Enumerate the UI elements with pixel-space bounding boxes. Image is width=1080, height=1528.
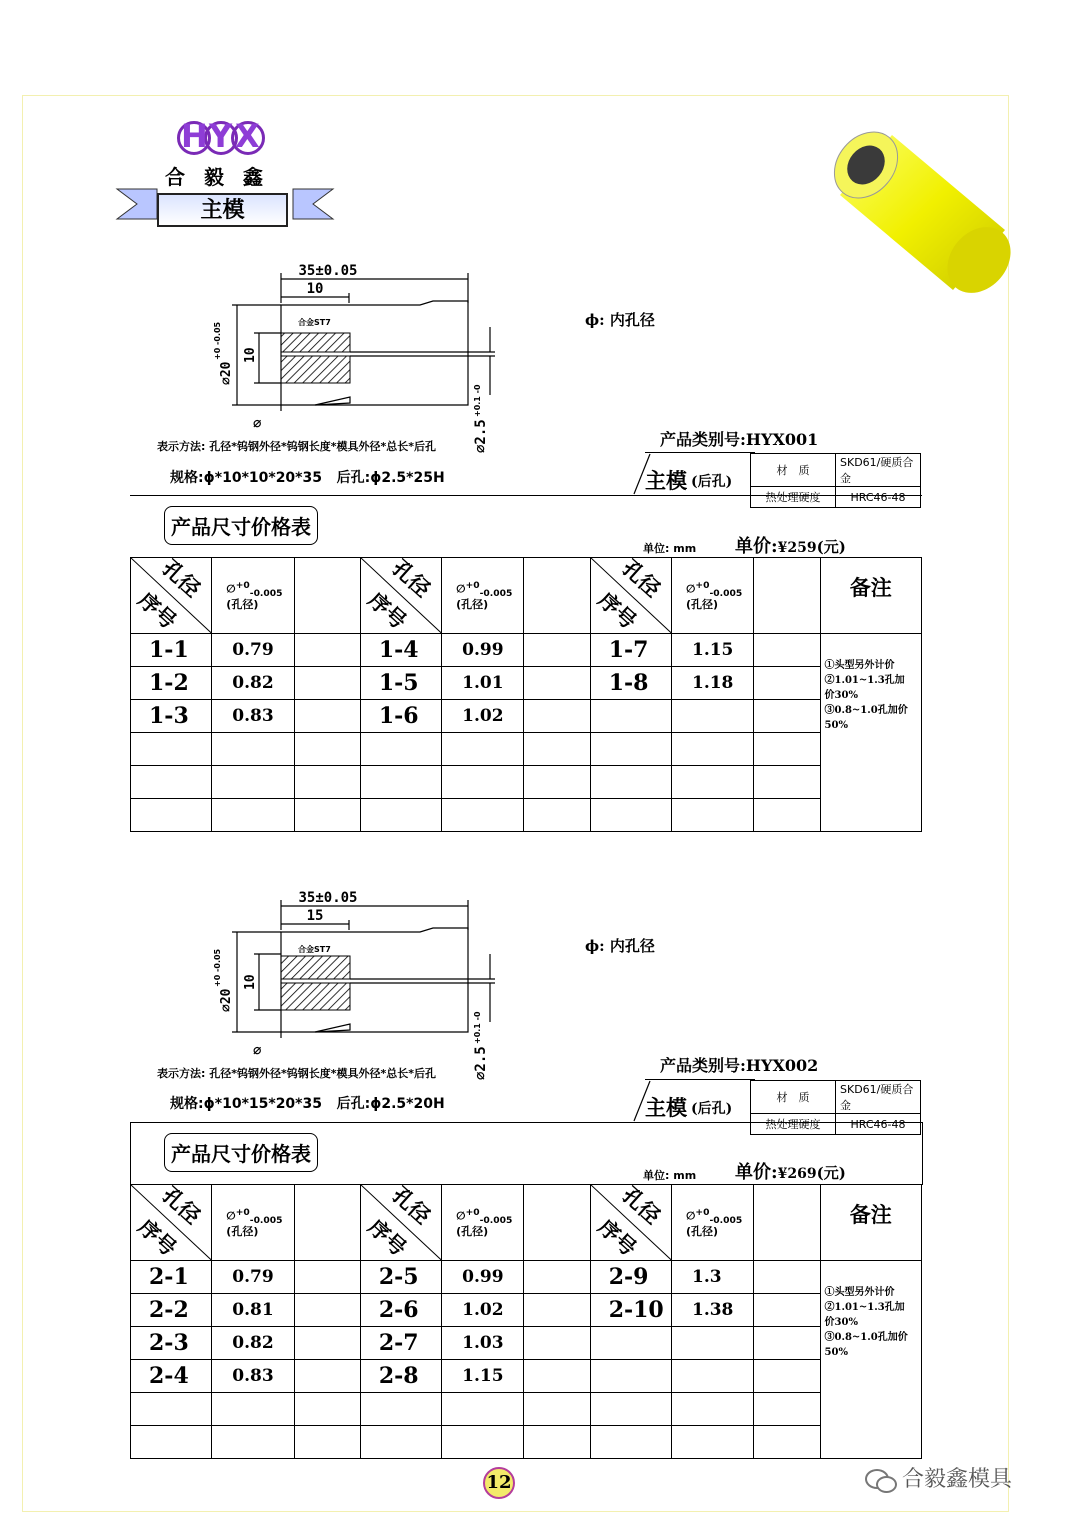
header-diagonal-cell: 孔径 序号 [131,1185,212,1261]
hole-dia-cell [442,799,524,832]
empty-header [754,1185,820,1261]
hole-dia-cell: 1.38 [671,1294,753,1327]
dim-rear: ∅2.5 [473,1046,489,1080]
seq-cell: 2-9 [590,1261,671,1294]
empty-cell [294,1261,360,1294]
seq-cell: 2-3 [131,1327,212,1360]
section-title: 主模 [200,197,245,223]
seq-cell [360,766,441,799]
table-row [131,700,922,733]
dim-outer: ∅20 [219,361,234,385]
empty-cell [754,634,820,667]
header-diagonal-cell: 孔径 序号 [360,558,441,634]
hole-dia-cell [212,1426,294,1459]
hole-dia-cell: 0.79 [212,1261,294,1294]
seq-cell: 1-8 [590,667,671,700]
dim-length: 35±0.05 [298,890,358,906]
seq-cell: 1-7 [590,634,671,667]
empty-cell [524,1393,590,1426]
empty-cell [754,1327,820,1360]
dim-outer: ∅20 [219,988,234,1012]
hole-dia-cell [671,799,753,832]
hole-dia-cell [212,733,294,766]
dim-insert-dia: 10 [243,347,258,363]
dim-rear-tol: +0.1 -0 [473,1011,482,1044]
empty-cell [294,1360,360,1393]
page-number: 12 [483,1467,515,1499]
seq-cell: 2-2 [131,1294,212,1327]
tolerance-header: ∅$^{+0}_{-0.005}$ (孔径) [671,558,753,634]
product-code: 产品类别号:HYX001 [660,430,819,449]
header-diagonal-cell: 孔径 序号 [360,1185,441,1261]
empty-header [294,1185,360,1261]
empty-header [754,558,820,634]
seq-cell: 2-8 [360,1360,441,1393]
seq-cell [590,1426,671,1459]
empty-header [524,1185,590,1261]
table-row [131,1426,922,1459]
seq-cell: 1-6 [360,700,441,733]
dim-rear-tol: +0.1 -0 [473,384,482,417]
table-row [131,667,922,700]
hole-dia-cell [671,733,753,766]
seq-cell [360,1426,441,1459]
table-title-1: 产品尺寸价格表 [164,506,318,545]
hole-dia-cell [442,1393,524,1426]
hole-dia-cell [212,799,294,832]
dim-length: 35±0.05 [298,263,358,279]
table-row [131,634,922,667]
unit-1: 单位: mm [643,542,697,555]
phi-mark: ∅ [253,416,262,432]
company-name: 合 毅 鑫 [165,165,269,189]
main-label-block: 主模 (后孔) [645,452,755,495]
empty-cell [524,667,590,700]
tolerance-header: ∅$^{+0}_{-0.005}$ (孔径) [442,1185,524,1261]
hole-dia-cell [671,766,753,799]
empty-cell [294,766,360,799]
hole-dia-cell: 0.83 [212,1360,294,1393]
hole-dia-cell: 1.02 [442,1294,524,1327]
hole-dia-cell: 0.81 [212,1294,294,1327]
empty-cell [524,634,590,667]
seq-cell: 2-1 [131,1261,212,1294]
drawing-hyx002 [150,882,530,1082]
hole-dia-cell: 1.03 [442,1327,524,1360]
remark-header: 备注 [820,558,921,634]
spec-line-2: 规格:ϕ*10*15*20*35 后孔:ϕ2.5*20H [170,1096,445,1112]
empty-header [524,558,590,634]
seq-cell [131,799,212,832]
drawing-hyx001 [150,255,530,455]
header-diagonal-cell: 孔径 序号 [590,558,671,634]
empty-cell [524,700,590,733]
seq-cell [131,1426,212,1459]
insert-label: 合金ST7 [298,318,331,327]
hole-dia-cell: 0.79 [212,634,294,667]
main-label-block-2: 主模 (后孔) [645,1079,755,1122]
seq-cell [131,766,212,799]
hole-dia-cell [671,700,753,733]
empty-cell [294,634,360,667]
price-table-hyx001 [130,557,922,832]
hole-dia-cell [442,733,524,766]
seq-cell: 2-4 [131,1360,212,1393]
hole-dia-cell [442,766,524,799]
seq-cell [590,1393,671,1426]
seq-cell [590,1327,671,1360]
seq-cell [360,799,441,832]
seq-cell [590,733,671,766]
remark-cell: ①头型另外计价 ②1.01~1.3孔加 价30% ③0.8~1.0孔加价 50% [820,634,921,832]
hole-dia-cell [212,1393,294,1426]
tolerance-header: ∅$^{+0}_{-0.005}$ (孔径) [442,558,524,634]
hole-note: ϕ: 内孔径 [585,311,655,329]
remark-cell: ①头型另外计价 ②1.01~1.3孔加 价30% ③0.8~1.0孔加价 50% [820,1261,921,1459]
empty-cell [294,667,360,700]
tolerance-header: ∅$^{+0}_{-0.005}$ (孔径) [212,558,294,634]
hole-dia-cell: 1.15 [671,634,753,667]
dim-insert-dia: 10 [243,974,258,990]
price-table-hyx002 [130,1184,922,1459]
seq-cell: 1-1 [131,634,212,667]
logo-letter-x: X [235,117,260,155]
seq-cell [360,1393,441,1426]
empty-cell [294,1426,360,1459]
empty-header [294,558,360,634]
empty-cell [294,799,360,832]
seq-cell [590,700,671,733]
product-3d-illustration [830,125,1015,295]
hole-dia-cell: 1.01 [442,667,524,700]
hole-dia-cell: 1.3 [671,1261,753,1294]
seq-cell: 2-10 [590,1294,671,1327]
seq-cell [131,733,212,766]
dim-insert-length: 15 [306,908,324,924]
empty-cell [754,1294,820,1327]
empty-cell [754,1261,820,1294]
logo-letter-h: H [181,117,208,155]
unit-price-1: 单价:¥259(元) [735,536,846,557]
hole-dia-cell: 0.82 [212,667,294,700]
empty-cell [524,799,590,832]
seq-cell [590,799,671,832]
spec-line: 规格:ϕ*10*10*20*35 后孔:ϕ2.5*25H [170,470,445,486]
empty-cell [294,700,360,733]
material-table-2: 材 质 SKD61/硬质合金 热处理硬度 HRC46-48 [750,1080,921,1135]
empty-cell [754,1426,820,1459]
dim-outer-tol: +0 -0.05 [213,948,222,987]
hole-dia-cell: 1.15 [442,1360,524,1393]
section-banner [157,193,288,227]
seq-cell: 2-6 [360,1294,441,1327]
empty-cell [524,733,590,766]
hole-note-2: ϕ: 内孔径 [585,937,655,955]
seq-cell: 2-7 [360,1327,441,1360]
table-row [131,799,922,832]
table-title-2: 产品尺寸价格表 [164,1133,318,1172]
hole-dia-cell [212,766,294,799]
logo-letter-y: Y [209,117,233,155]
product-code-2: 产品类别号:HYX002 [660,1056,819,1075]
seq-cell: 1-3 [131,700,212,733]
empty-cell [754,1360,820,1393]
seq-cell [590,1360,671,1393]
empty-cell [524,1327,590,1360]
unit-2: 单位: mm [643,1169,697,1182]
table-row [131,1393,922,1426]
header-diagonal-cell: 孔径 序号 [590,1185,671,1261]
hole-dia-cell: 1.02 [442,700,524,733]
empty-cell [754,799,820,832]
seq-cell: 1-2 [131,667,212,700]
hole-dia-cell [671,1327,753,1360]
tolerance-header: ∅$^{+0}_{-0.005}$ (孔径) [671,1185,753,1261]
method-note: 表示方法: 孔径*钨钢外径*钨钢长度*模具外径*总长*后孔 [157,440,436,453]
empty-cell [294,1327,360,1360]
seq-cell: 1-4 [360,634,441,667]
remark-header: 备注 [820,1185,921,1261]
material-table: 材 质 SKD61/硬质合金 热处理硬度 HRC46-48 [750,453,921,508]
unit-price-2: 单价:¥269(元) [735,1162,846,1183]
insert-label: 合金ST7 [298,945,331,954]
empty-cell [524,1426,590,1459]
empty-cell [524,766,590,799]
empty-cell [754,1393,820,1426]
empty-cell [754,667,820,700]
hole-dia-cell: 0.82 [212,1327,294,1360]
table-row [131,733,922,766]
empty-cell [754,766,820,799]
hole-dia-cell: 0.99 [442,1261,524,1294]
dim-outer-tol: +0 -0.05 [213,321,222,360]
hole-dia-cell: 1.18 [671,667,753,700]
dim-rear: ∅2.5 [473,419,489,453]
hole-dia-cell [671,1360,753,1393]
seq-cell [131,1393,212,1426]
dim-insert-length: 10 [306,281,324,297]
seq-cell: 2-5 [360,1261,441,1294]
empty-cell [294,1393,360,1426]
tolerance-header: ∅$^{+0}_{-0.005}$ (孔径) [212,1185,294,1261]
empty-cell [294,733,360,766]
seq-cell [360,733,441,766]
method-note-2: 表示方法: 孔径*钨钢外径*钨钢长度*模具外径*总长*后孔 [157,1067,436,1080]
empty-cell [754,733,820,766]
empty-cell [754,700,820,733]
hole-dia-cell: 0.83 [212,700,294,733]
table-row [131,1360,922,1393]
seq-cell [590,766,671,799]
hole-dia-cell [671,1426,753,1459]
seq-cell: 1-5 [360,667,441,700]
empty-cell [524,1360,590,1393]
wechat-icon [865,1469,895,1491]
table-row [131,1261,922,1294]
table-row [131,1327,922,1360]
hole-dia-cell [671,1393,753,1426]
table-row [131,766,922,799]
phi-mark: ∅ [253,1043,262,1059]
empty-cell [524,1294,590,1327]
empty-cell [524,1261,590,1294]
hole-dia-cell: 0.99 [442,634,524,667]
table-row [131,1294,922,1327]
empty-cell [294,1294,360,1327]
header-diagonal-cell: 孔径 序号 [131,558,212,634]
hole-dia-cell [442,1426,524,1459]
watermark: 合毅鑫模具 [865,1462,1012,1493]
